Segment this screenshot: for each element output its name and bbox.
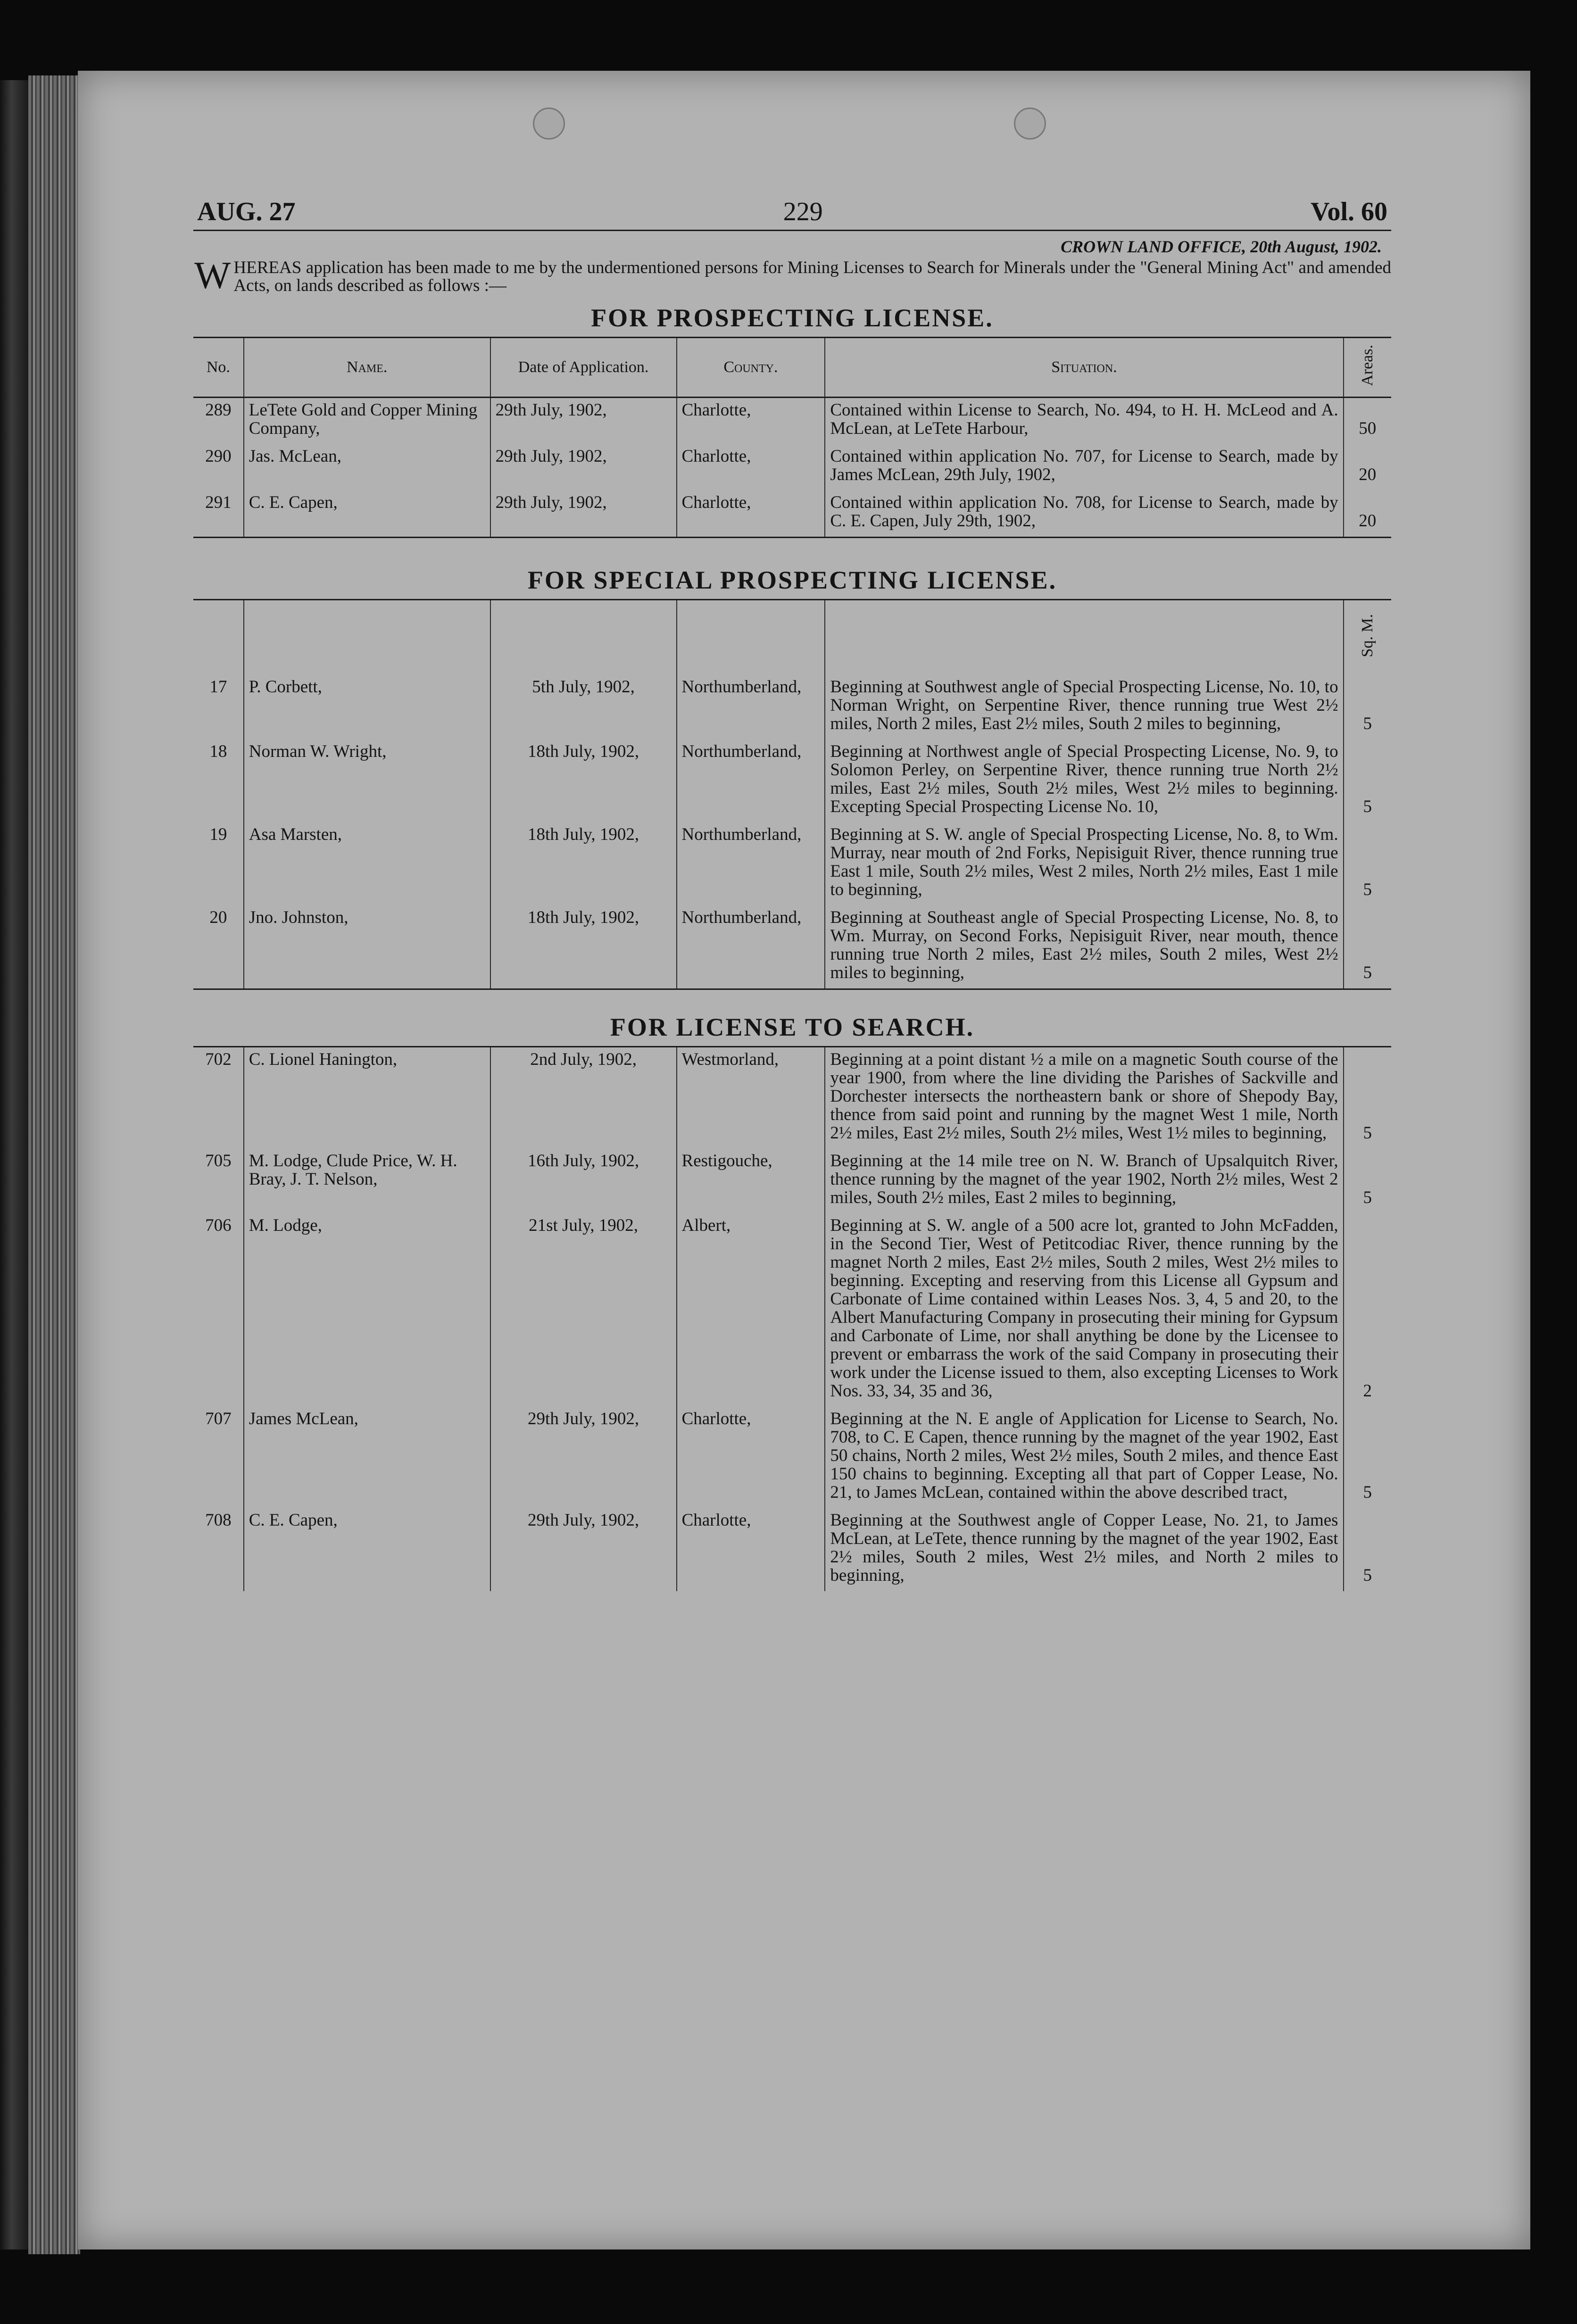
col-sq-miles: Sq. M.: [1344, 599, 1391, 675]
punch-hole: [1014, 108, 1046, 140]
section-title-prospecting: FOR PROSPECTING LICENSE.: [591, 304, 994, 332]
row-situation: Beginning at a point distant ½ a mile on a magnetic South course of the year 1900, from where the line dividing the Parishes of Sackville and Dorchester intersects the northeastern bank or shore of Shepody Bay, thence from said point and running by the magnet West 1 mile, North 2½ miles, East 2½ miles, South 2½ miles, West 1½ miles to beginning,: [825, 1046, 1343, 1149]
row-date: 21st July, 1902,: [490, 1213, 677, 1407]
table-row: [193, 444, 1391, 490]
row-name: M. Lodge,: [244, 1213, 490, 1407]
row-no: 289: [205, 400, 232, 420]
row-no: 20: [209, 907, 227, 927]
table-row: [193, 739, 1391, 822]
row-county: Northumberland,: [677, 739, 825, 822]
row-no: 705: [205, 1151, 232, 1170]
row-name: C. E. Capen,: [244, 490, 490, 538]
row-area: 5: [1344, 675, 1391, 739]
row-name: Jas. McLean,: [244, 444, 490, 490]
row-area: 2: [1344, 1213, 1391, 1407]
row-area: 5: [1344, 1407, 1391, 1508]
table-header-row: [193, 338, 1391, 398]
row-county: Restigouche,: [677, 1149, 825, 1213]
table-row: [193, 1149, 1391, 1213]
row-name: M. Lodge, Clude Price, W. H. Bray, J. T. Nelson,: [244, 1149, 490, 1213]
row-situation: Contained within License to Search, No. 494, to H. H. McLeod and A. McLean, at LeTete Harbour,: [825, 397, 1343, 444]
table-row: [193, 1508, 1391, 1591]
row-situation: Beginning at Northwest angle of Special Prospecting License, No. 9, to Solomon Perley, on Serpentine River, thence running true North 2½ miles, East 2½ miles, South 2½ miles, West 2½ miles to beginning. Excepting Special Prospecting License No. 10,: [825, 739, 1343, 822]
row-name: Asa Marsten,: [244, 822, 490, 905]
row-area: 50: [1344, 397, 1391, 444]
row-county: Northumberland,: [677, 905, 825, 989]
row-date: 5th July, 1902,: [490, 675, 677, 739]
row-name: P. Corbett,: [244, 675, 490, 739]
col-no: No.: [193, 338, 244, 398]
row-no: 708: [205, 1510, 232, 1530]
row-situation: Contained within application No. 707, for License to Search, made by James McLean, 29th July, 1902,: [825, 444, 1343, 490]
col-name: Name.: [244, 338, 490, 398]
running-header: [193, 197, 1391, 226]
row-name: C. E. Capen,: [244, 1508, 490, 1591]
row-county: Westmorland,: [677, 1046, 825, 1149]
row-county: Charlotte,: [677, 444, 825, 490]
row-date: 29th July, 1902,: [490, 397, 677, 444]
row-situation: Beginning at the 14 mile tree on N. W. Branch of Upsalquitch River, thence running by the magnet of the year 1902, North 2½ miles, West 2 miles, South 2½ miles, East 2 miles to beginning,: [825, 1149, 1343, 1213]
row-name: Jno. Johnston,: [244, 905, 490, 989]
row-situation: Beginning at S. W. angle of a 500 acre lot, granted to John McFadden, in the Second Tier, West of Petitcodiac River, thence running by the magnet North 2 miles, East 2½ miles, South 2 miles, West 2½ miles to beginning. Excepting and reserving from this License all Gypsum and Carbonate of Lime contained within Leases Nos. 3, 4, 5 and 20, to the Albert Manufacturing Company in prosecuting their mining for Gypsum and Carbonate of Lime, nor shall anything be done by the Licensee to prevent or embarrass the work of the said Company in prosecuting their work under the License issued to them, also excepting Licenses to Work Nos. 33, 34, 35 and 36,: [825, 1213, 1343, 1407]
prospecting-license-table: [193, 337, 1391, 538]
row-name: Norman W. Wright,: [244, 739, 490, 822]
intro-text: HEREAS application has been made to me by the undermentioned persons for Mining Licenses to Search for Minerals under the "General Mining Act" and amended Acts, on lands described as follows :—: [233, 258, 1391, 295]
row-county: Charlotte,: [677, 397, 825, 444]
table-row: [193, 397, 1391, 444]
row-no: 702: [205, 1049, 232, 1069]
section-title-license-to-search: FOR LICENSE TO SEARCH.: [610, 1013, 975, 1041]
row-situation: Contained within application No. 708, for License to Search, made by C. E. Capen, July 29th, 1902,: [825, 490, 1343, 538]
row-date: 16th July, 1902,: [490, 1149, 677, 1213]
license-to-search-table: [193, 1046, 1391, 1591]
row-date: 18th July, 1902,: [490, 739, 677, 822]
row-no: 19: [209, 824, 227, 844]
intro-paragraph: [193, 254, 1391, 297]
section-title-special-prospecting: FOR SPECIAL PROSPECTING LICENSE.: [527, 565, 1057, 594]
row-name: LeTete Gold and Copper Mining Company,: [244, 397, 490, 444]
row-situation: Beginning at Southwest angle of Special Prospecting License, No. 10, to Norman Wright, on Serpentine River, thence running true West 2½ miles, North 2 miles, East 2½ miles, South 2 miles to beginning,: [825, 675, 1343, 739]
row-area: 5: [1344, 905, 1391, 989]
row-area: 5: [1344, 1149, 1391, 1213]
col-areas: Areas.: [1344, 338, 1391, 398]
col-county: County.: [677, 338, 825, 398]
row-no: 290: [205, 446, 232, 466]
table-row: [193, 905, 1391, 989]
row-date: 29th July, 1902,: [490, 490, 677, 538]
row-area: 5: [1344, 1046, 1391, 1149]
row-situation: Beginning at the Southwest angle of Copper Lease, No. 21, to James McLean, at LeTete, thence running by the magnet of the year 1902, East 2½ miles, South 2 miles, West 2½ miles, and North 2 miles to beginning,: [825, 1508, 1343, 1591]
row-date: 29th July, 1902,: [490, 1508, 677, 1591]
row-date: 18th July, 1902,: [490, 905, 677, 989]
row-situation: Beginning at the N. E angle of Application for License to Search, No. 708, to C. E Capen, thence running by the magnet of the year 1902, East 50 chains, North 2 miles, West 2½ miles, South 2 miles, and thence East 150 chains to beginning. Excepting all that part of Copper Lease, No. 21, to James McLean, contained within the above described tract,: [825, 1407, 1343, 1508]
book-spine: [0, 80, 28, 2249]
special-prospecting-table: [193, 599, 1391, 990]
row-area: 5: [1344, 822, 1391, 905]
row-county: Charlotte,: [677, 490, 825, 538]
row-date: 29th July, 1902,: [490, 444, 677, 490]
table-row: [193, 675, 1391, 739]
col-situation: Situation.: [825, 338, 1343, 398]
row-area: 20: [1344, 444, 1391, 490]
row-area: 20: [1344, 490, 1391, 538]
table-row: [193, 1213, 1391, 1407]
table-row: [193, 1046, 1391, 1149]
row-date: 18th July, 1902,: [490, 822, 677, 905]
row-no: 707: [205, 1409, 232, 1428]
row-area: 5: [1344, 1508, 1391, 1591]
header-rule: [193, 230, 1391, 231]
row-no: 17: [209, 677, 227, 697]
table-header-row: [193, 599, 1391, 675]
page-edges: [28, 75, 80, 2254]
row-no: 18: [209, 741, 227, 761]
table-row: [193, 490, 1391, 538]
row-county: Northumberland,: [677, 822, 825, 905]
row-situation: Beginning at Southeast angle of Special Prospecting License, No. 8, to Wm. Murray, on Second Forks, Nepisiguit River, near mouth, thence running true North 2 miles, East 2½ miles, South 2 miles, West 2½ miles to beginning,: [825, 905, 1343, 989]
row-area: 5: [1344, 739, 1391, 822]
row-name: C. Lionel Hanington,: [244, 1046, 490, 1149]
row-county: Albert,: [677, 1213, 825, 1407]
drop-cap: W: [194, 254, 231, 297]
row-no: 706: [205, 1215, 232, 1235]
page-number: 229: [783, 197, 823, 226]
table-row: [193, 822, 1391, 905]
row-no: 291: [205, 492, 232, 512]
row-name: James McLean,: [244, 1407, 490, 1508]
col-date: Date of Application.: [490, 338, 677, 398]
volume-number: Vol. 60: [1311, 197, 1387, 226]
header-date: AUG. 27: [197, 197, 296, 226]
table-row: [193, 1407, 1391, 1508]
row-situation: Beginning at S. W. angle of Special Prospecting License, No. 8, to Wm. Murray, near mouth of 2nd Forks, Nepisiguit River, thence running true East 1 mile, South 2½ miles, West 2 miles, North 2½ miles, East 1 mile to beginning,: [825, 822, 1343, 905]
page-content: [193, 197, 1391, 1591]
office-dateline: CROWN LAND OFFICE, 20th August, 1902.: [1061, 237, 1382, 256]
row-date: 2nd July, 1902,: [490, 1046, 677, 1149]
row-date: 29th July, 1902,: [490, 1407, 677, 1508]
row-county: Charlotte,: [677, 1407, 825, 1508]
punch-hole: [533, 108, 565, 140]
row-county: Charlotte,: [677, 1508, 825, 1591]
row-county: Northumberland,: [677, 675, 825, 739]
